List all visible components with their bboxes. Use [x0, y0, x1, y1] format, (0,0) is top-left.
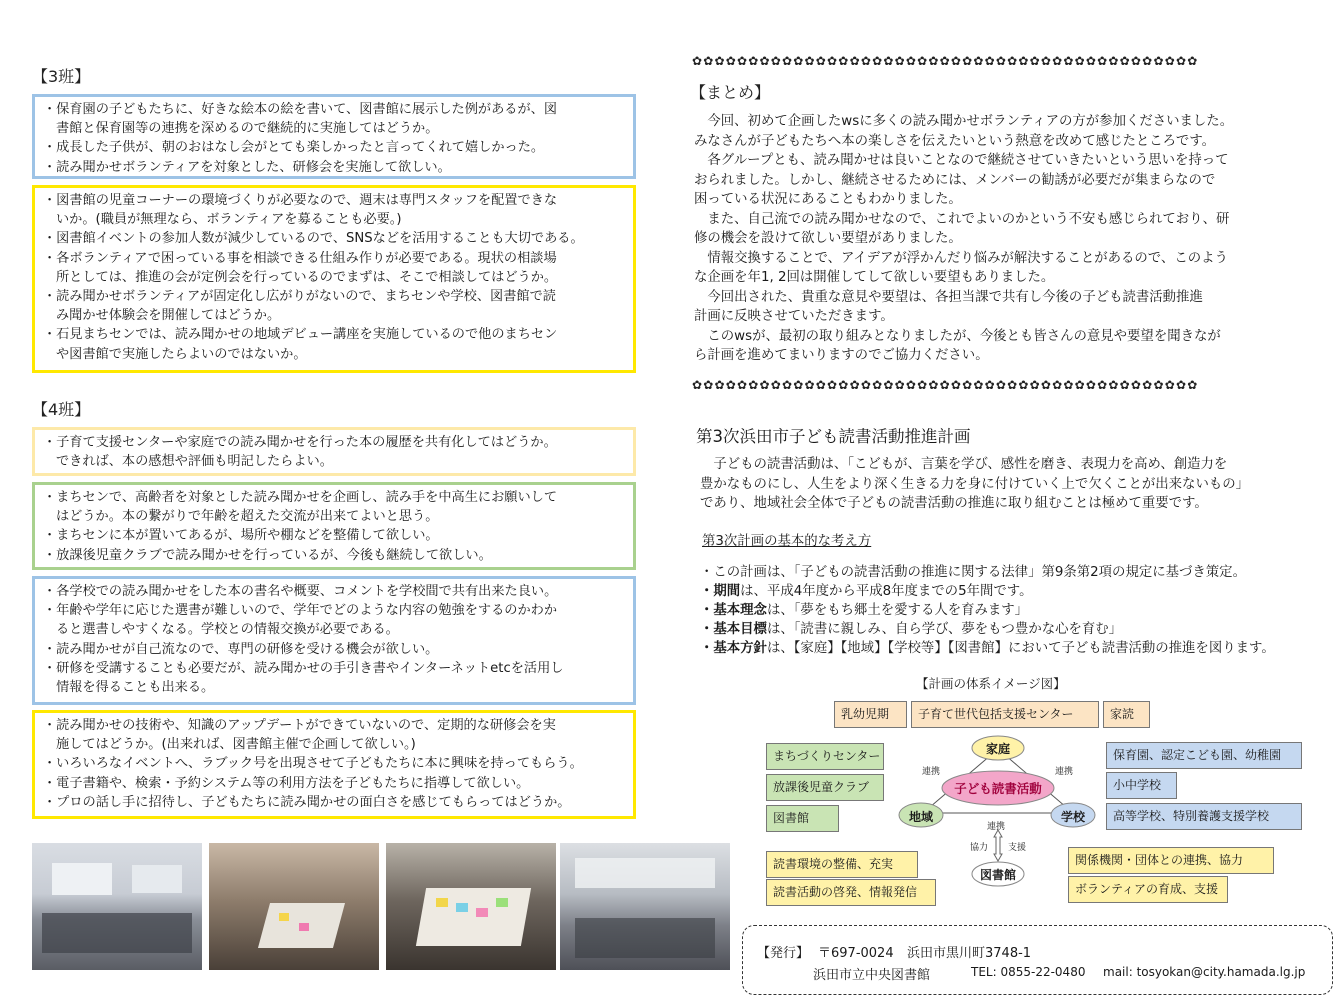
- plan-bullets: [700, 563, 1275, 658]
- diagram-coop-label: 協力: [970, 843, 989, 853]
- diagram-bottom-left-environment: 読書環境の整備、充実: [766, 851, 918, 878]
- group4-box3: [32, 576, 636, 705]
- group4-box2: [32, 482, 636, 570]
- plan-subheading: 第3次計画の基本的な考え方: [702, 534, 872, 549]
- bullet-item: ・子育て支援センターや家庭での読み聞かせを行った本の履歴を共有化してはどうか。: [43, 435, 557, 450]
- text-line: 子どもの読書活動は、「こどもが、言葉を学び、感性を磨き、表現力を高め、創造力を: [700, 457, 1228, 472]
- diagram-support-label: 支援: [1008, 843, 1027, 853]
- bullet-item-continuation: 書館と保育園等の連携を深めるので継続的に実施してはどうか。: [56, 121, 439, 137]
- workshop-photo-4: [560, 843, 730, 970]
- workshop-photo-1: [32, 843, 202, 970]
- group3-box2: [32, 185, 636, 373]
- workshop-photo-2: [209, 843, 379, 970]
- plan-bullet-text: は、「読書に親しみ、自ら学び、夢をもつ豊かな心を育む」: [766, 622, 1123, 637]
- text-line: 計画に反映させていただきます。: [694, 309, 894, 324]
- diagram-node-library: 図書館: [979, 868, 1016, 882]
- bullet-item: ・図書館イベントの参加人数が減少しているので、SNSなどを活用することも大切である。: [43, 231, 584, 247]
- bullet-item: ・読み聞かせが自己流なので、専門の研修を受ける機会が欲しい。: [43, 641, 439, 657]
- bullet-item: ・いろいろなイベントへ、ラブック号を出現させて子どもたちに本に興味を持ってもらう。: [43, 756, 583, 772]
- diagram-edge-right-label: 連携: [1055, 767, 1074, 777]
- text-line: 修の機会を設けて欲しい要望がありました。: [694, 231, 962, 246]
- text-line: な企画を年1, 2回は開催してして欲しい要望もありました。: [694, 270, 1055, 285]
- text-line: みなさんが子どもたちへ本の楽しさを伝えたいという熱意を改めて感じたところです。: [694, 133, 1216, 149]
- plan-intro: [700, 455, 1249, 514]
- diagram-bottom-right-cooperation: 関係機関・団体との連携、協力: [1068, 847, 1274, 874]
- text-line: このwsが、最初の取り組みとなりましたが、今後とも皆さんの意見や要望を聞きなが: [694, 328, 1221, 344]
- plan-bullet: [700, 639, 1275, 658]
- bullet-item-continuation: はどうか。本の繋がりで年齢を超えた交流が出来てよいと思う。: [56, 509, 439, 525]
- bullet-item-continuation: み聞かせ体験会を開催してはどうか。: [56, 308, 281, 324]
- text-line: 今回出された、貴重な意見や要望は、各担当課で共有し今後の子ども読書活動推進: [694, 289, 1203, 305]
- plan-bullet: [700, 601, 1275, 620]
- plan-bullet-label: ・基本目標: [700, 622, 767, 637]
- plan-bullet-label: ・期間: [700, 584, 741, 599]
- bullet-item-continuation: や図書館で実施したらよいのではないか。: [56, 346, 307, 362]
- footer-mail: mail: tosyokan@city.hamada.lg.jp: [1103, 965, 1306, 979]
- bullet-item: ・石見まちセンでは、読み聞かせの地域デビュー講座を実施しているので他のまちセン: [43, 327, 558, 343]
- footer-org: 浜田市立中央図書館: [813, 968, 931, 983]
- plan-title: 第3次浜田市子ども読書活動推進計画: [696, 427, 971, 446]
- bullet-item: ・研修を受講することも必要だが、読み聞かせの手引き書やインターネットetcを活用し: [43, 660, 564, 676]
- footer-tel: TEL: 0855-22-0480: [971, 965, 1086, 979]
- text-line: ら計画を進めてまいりますのでご協力ください。: [694, 348, 989, 363]
- bullet-item: ・電子書籍や、検索・予約システム等の利用方法を子どもたちに指導して欲しい。: [43, 775, 530, 791]
- text-line: 困っている状況にあることもわかりました。: [694, 192, 962, 207]
- plan-bullet-text: は、【家庭】【地域】【学校等】【図書館】において子ども読書活動の推進を図ります。: [766, 641, 1275, 656]
- flower-separator-top: ✿✿✿✿✿✿✿✿✿✿✿✿✿✿✿✿✿✿✿✿✿✿✿✿✿✿✿✿✿✿✿✿✿✿✿✿✿✿✿✿✿✿✿✿✿: [692, 54, 1199, 68]
- bullet-item: ・読み聞かせボランティアが固定化し広がりがないので、まちセンや学校、図書館で読: [43, 289, 556, 305]
- plan-bullet: [700, 582, 1275, 601]
- plan-bullet-text: は、平成4年度から平成8年度までの5年間です。: [740, 584, 1033, 599]
- footer-address: 浜田市黒川町3748-1: [907, 946, 1032, 961]
- group4-box1: [32, 427, 636, 476]
- text-line: であり、地域社会全体で子どもの読書活動の推進に取り組むことは極めて重要です。: [700, 496, 1208, 511]
- diagram-right-high-school: 高等学校、特別養護支援学校: [1106, 803, 1302, 830]
- plan-bullet-text: は、「夢をもち郷土を愛する人を育みます」: [766, 603, 1029, 618]
- bullet-item-continuation: 所としては、推進の会が定例会を行っているのでまずは、そこで相談してはどうか。: [56, 269, 558, 285]
- diagram-title: 【計画の体系イメージ図】: [916, 676, 1066, 691]
- bullet-item-continuation: 施してはどうか。(出来れば、図書館主催で企画して欲しい。): [56, 737, 416, 753]
- diagram-right-elementary-junior: 小中学校: [1106, 772, 1177, 799]
- bullet-item: ・プロの話し手に招待し、子どもたちに読み聞かせの面白さを感じてもらってはどうか。: [43, 794, 571, 810]
- bullet-item: ・年齢や学年に応じた選書が難しいので、学年でどのような内容の勉強をするのかわか: [43, 603, 558, 619]
- bullet-item: ・各学校での読み聞かせをした本の書名や概要、コメントを学校間で共有出来た良い。: [43, 584, 558, 599]
- diagram-top-family-reading: 家読: [1103, 701, 1150, 728]
- publisher-footer: [742, 925, 1333, 995]
- group3-title: 【3班】: [32, 67, 91, 86]
- diagram-bottom-left-promotion: 読書活動の啓発、情報発信: [766, 879, 936, 906]
- diagram-center-label: 子ども読書活動: [954, 781, 1042, 796]
- plan-bullet-label: ・基本方針: [700, 641, 767, 656]
- plan-bullet: [700, 563, 1275, 582]
- diagram-node-school: 学校: [1060, 810, 1085, 824]
- bullet-item: ・成長した子供が、朝のおはなし会がとても楽しかったと言ってくれて嬉しかった。: [43, 140, 545, 156]
- diagram-edge-left-label: 連携: [922, 767, 941, 777]
- footer-label: 【発行】: [757, 946, 810, 961]
- diagram-edge-bottom-label: 連携: [987, 822, 1006, 832]
- diagram-left-library: 図書館: [766, 805, 839, 832]
- diagram-bottom-right-volunteer: ボランティアの育成、支援: [1068, 876, 1228, 903]
- bullet-item: ・まちセンで、高齢者を対象とした読み聞かせを企画し、読み手を中高生にお願いして: [43, 490, 558, 505]
- bullet-item-continuation: ると選書しやすくなる。学校との情報交換が必要である。: [56, 622, 399, 638]
- diagram-left-community-center: まちづくりセンター: [766, 743, 884, 770]
- text-line: 各グループとも、読み聞かせは良いことなので継続させていきたいという思いを持って: [694, 153, 1229, 168]
- group3-box1: [32, 94, 636, 179]
- text-line: 豊かなものにし、人生をより深く生きる力を身に付けていく上で欠くことが出来ないもの」: [700, 476, 1250, 492]
- text-line: おられました。しかし、継続させるためには、メンバーの勧誘が必要だが集まらなので: [694, 172, 1216, 188]
- diagram-top-infancy: 乳幼児期: [834, 701, 907, 728]
- text-line: 今回、初めて企画したwsに多くの読み聞かせボランティアの方が参加くださいました。: [694, 114, 1234, 129]
- diagram-node-region: 地域: [908, 810, 933, 824]
- bullet-item: ・保育園の子どもたちに、好きな絵本の絵を書いて、図書館に展示した例があるが、図: [43, 102, 558, 117]
- diagram-top-childcare-center: 子育て世代包括支援センター: [911, 701, 1099, 728]
- bullet-item-continuation: できれば、本の感想や評価も明記したらよい。: [56, 454, 333, 470]
- summary-title: 【まとめ】: [690, 83, 771, 102]
- plan-bullet-label: ・基本理念: [700, 603, 767, 618]
- text-line: また、自己流での読み聞かせなので、これでよいのかという不安も感じられており、研: [694, 211, 1230, 227]
- bullet-item: ・放課後児童クラブで読み聞かせを行っているが、今後も継続して欲しい。: [43, 547, 492, 563]
- plan-bullet: [700, 620, 1275, 639]
- bullet-item-continuation: いか。(職員が無理なら、ボランティアを募ることも必要。): [56, 212, 402, 228]
- diagram-right-nursery: 保育園、認定こども園、幼稚園: [1106, 742, 1302, 769]
- bullet-item-continuation: 情報を得ることも出来る。: [56, 680, 215, 696]
- flower-separator-bottom: ✿✿✿✿✿✿✿✿✿✿✿✿✿✿✿✿✿✿✿✿✿✿✿✿✿✿✿✿✿✿✿✿✿✿✿✿✿✿✿✿✿✿✿✿✿: [692, 378, 1199, 392]
- diagram-node-home: 家庭: [985, 742, 1010, 756]
- footer-postal: 〒697-0024: [818, 946, 894, 961]
- bullet-item: ・図書館の児童コーナーの環境づくりが必要なので、週末は専門スタッフを配置できな: [43, 193, 558, 208]
- workshop-photo-3: [386, 843, 556, 970]
- group4-title: 【4班】: [32, 400, 91, 419]
- diagram-left-afterschool-club: 放課後児童クラブ: [766, 774, 884, 801]
- summary-text: [694, 112, 1233, 366]
- bullet-item: ・読み聞かせボランティアを対象とした、研修会を実施して欲しい。: [43, 159, 451, 175]
- plan-bullet-text: ・この計画は、「子どもの読書活動の推進に関する法律」第9条第2項の規定に基づき策定。: [700, 565, 1246, 580]
- text-line: 情報交換することで、アイデアが浮かんだり悩みが解決することがあるので、このよう: [694, 250, 1228, 266]
- bullet-item: ・まちセンに本が置いてあるが、場所や棚などを整備して欲しい。: [43, 528, 439, 544]
- bullet-item: ・各ボランティアで困っている事を相談できる仕組み作りが必要である。現状の相談場: [43, 250, 557, 266]
- group4-box4: [32, 710, 636, 819]
- bullet-item: ・読み聞かせの技術や、知識のアップデートができていないので、定期的な研修会を実: [43, 718, 556, 733]
- library-arrow: [994, 830, 1002, 861]
